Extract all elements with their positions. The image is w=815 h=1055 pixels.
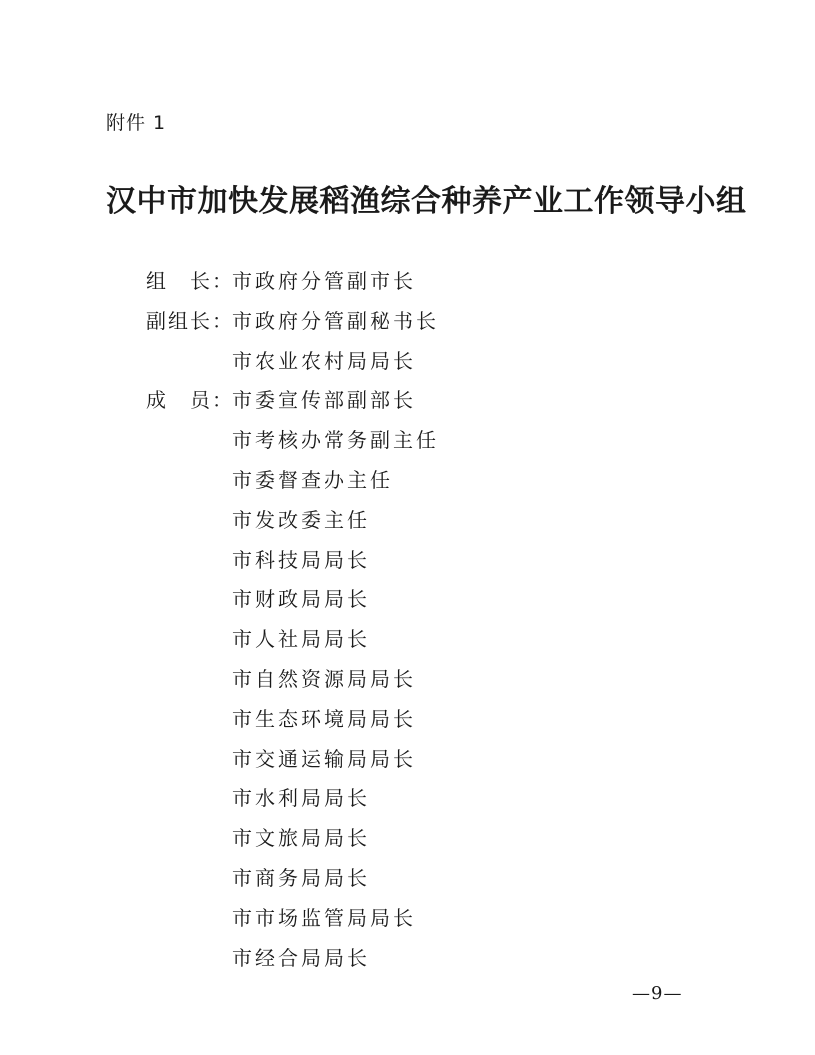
member-title: 市文旅局局长 (232, 826, 370, 851)
member-title: 市人社局局长 (232, 627, 370, 652)
member-title: 市经合局局长 (232, 945, 370, 970)
member-title: 市生态环境局局长 (232, 706, 416, 731)
member-title: 市市场监管局局长 (232, 905, 416, 930)
member-title: 市考核办常务副主任 (232, 428, 439, 453)
member-title: 市财政局局长 (232, 587, 370, 612)
member-title: 市政府分管副市长 (232, 269, 416, 293)
member-title: 市科技局局长 (232, 547, 370, 572)
document-title: 汉中市加快发展稻渔综合种养产业工作领导小组 (106, 184, 747, 219)
member-title: 市政府分管副秘书长 (232, 308, 439, 333)
page-number: —9— (632, 983, 683, 1004)
attachment-label: 附件 1 (106, 112, 167, 134)
member-title: 市农业农村局局长 (232, 348, 416, 373)
member-title: 市委督查办主任 (232, 467, 393, 492)
member-title: 市商务局局长 (232, 865, 370, 890)
member-title: 市交通运输局局长 (232, 746, 416, 771)
role-label: 成 员： (146, 388, 234, 413)
member-title: 市水利局局长 (232, 786, 370, 811)
role-label: 副组长： (146, 308, 234, 333)
member-title: 市委宣传部副部长 (232, 388, 416, 413)
role-label: 组 长： (146, 269, 234, 293)
member-title: 市发改委主任 (232, 507, 370, 532)
member-title: 市自然资源局局长 (232, 666, 416, 691)
